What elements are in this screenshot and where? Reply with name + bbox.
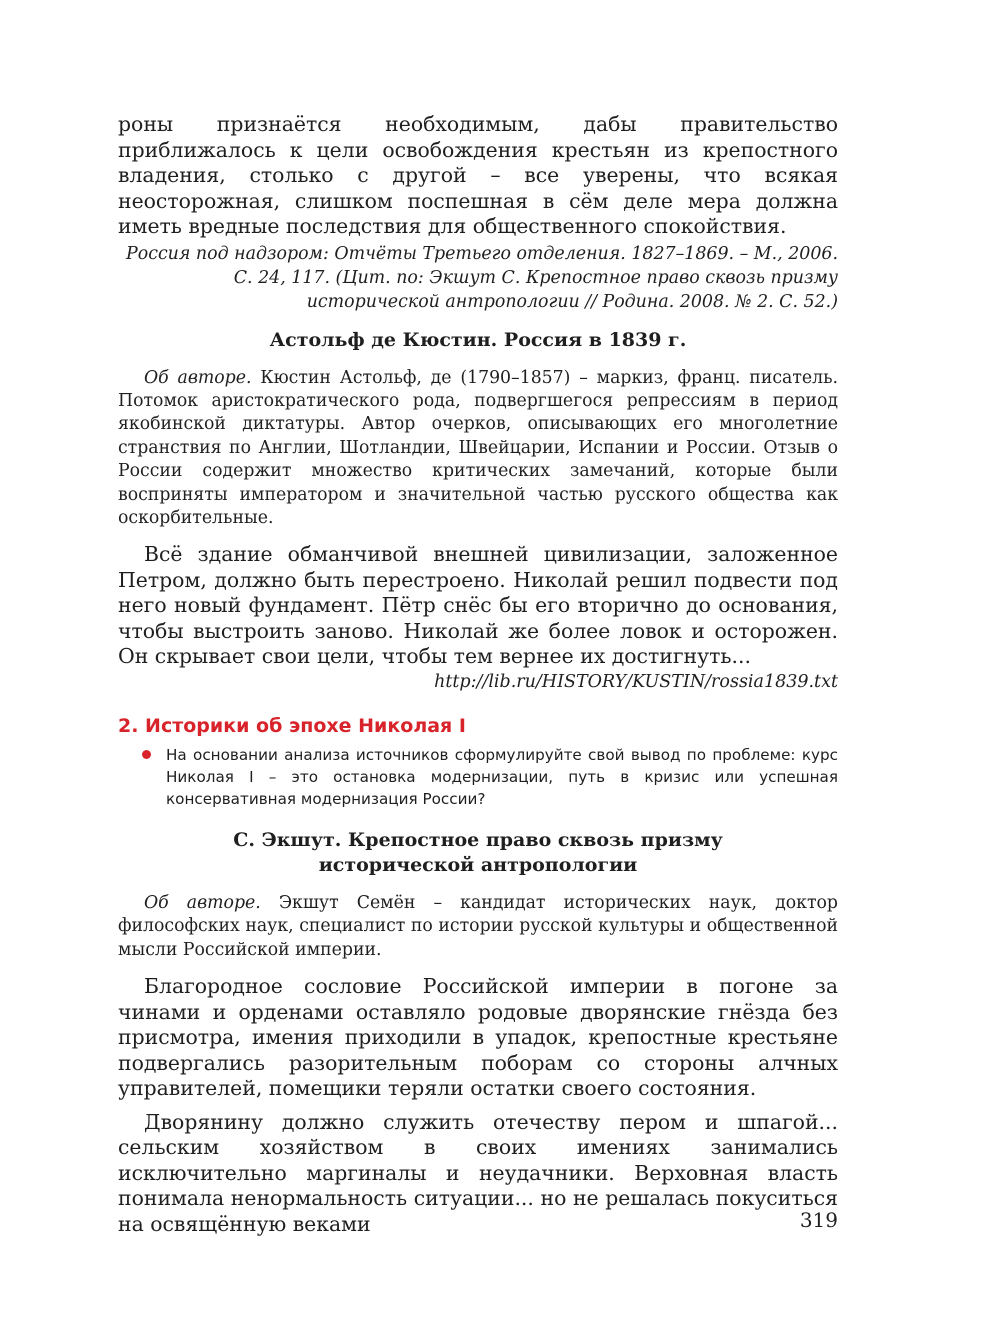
source-1-about [118,367,838,531]
bullet-icon [142,750,151,759]
source-2-heading-line-1: С. Экшут. Крепостное право сквозь призму [233,828,723,851]
source-1-link: http://lib.ru/HISTORY/KUSTIN/rossia1839.txt [434,671,838,692]
source-2-paragraph-1: Благородное сословие Российской империи в погоне за чинами и орденами оставляло родовые дворянские гнёзда без присмотра, имения приходили в упадок, крепостные крестьяне подвергались разорительным поборам со стороны алчных управителей, помещики теряли остатки своего состояния. [118,974,838,1101]
source-2-heading [118,828,838,878]
section-2-task-text: На основании анализа источников сформулируйте свой вывод по проблеме: курс Николая I – это остановка модернизации, путь в кризис или успешная консервативная модернизация России? [166,745,838,808]
section-2-task [118,744,838,810]
intro-paragraph: роны признаётся необходимым, дабы правительство приближалось к цели освобождения крестьян из крепостного владения, столько с другой – все уверены, что всякая неосторожная, слишком поспешная в сём деле мера должна иметь вредные последствия для общественного спокойствия. [118,112,838,238]
source-1-heading: Астольф де Кюстин. Россия в 1839 г. [269,328,687,351]
source-2-about-label: Об авторе. [144,892,261,913]
section-2-title: 2. Историки об эпохе Николая I [118,714,466,737]
source-1-about-text: Кюстин Астольф, де (1790–1857) – маркиз, франц. писатель. Потомок аристократического рода, подвергшегося репрессиям в период якобинской диктатуры. Автор очерков, описывающих его многолетние странствия по Англии, Шотландии, Швейцарии, Испании и России. Отзыв о России содержит множество критических замечаний, которые были восприняты императором и значительной частью русского общества как оскорбительные. [118,367,838,528]
source-2-about-text: Экшут Семён – кандидат исторических наук, доктор философских наук, специалист по истории русской культуры и общественной мысли Российской империи. [118,892,838,960]
page-number: 319 [799,1208,838,1232]
source-2-paragraph-2: Дворянину должно служить отечеству пером и шпагой... сельским хозяйством в своих имениях занимались исключительно маргиналы и неудачники. Верховная власть понимала ненормальность ситуации... но не решалась покуситься на освящённую веками [118,1109,838,1236]
source-2-heading-line-2: исторической антропологии [318,853,638,876]
source-1-about-label: Об авторе. [144,367,252,388]
citation-1: Россия под надзором: Отчёты Третьего отделения. 1827–1869. – М., 2006. С. 24, 117. (Цит. по: Экшут С. Крепостное право сквозь призму исторической антропологии // Родина. 2008. № 2. С. 52.) [126,243,838,312]
textbook-page [118,112,838,1237]
source-1-quote: Всё здание обманчивой внешней цивилизации, заложенное Петром, должно быть перестроено. Николай решил подвести под него новый фундамент. Пётр снёс бы его вторично до основания, чтобы выстроить заново. Николай же более ловок и осторожен. Он скрывает свои цели, чтобы тем вернее их достигнуть... [118,542,838,669]
source-2-about [118,892,838,962]
